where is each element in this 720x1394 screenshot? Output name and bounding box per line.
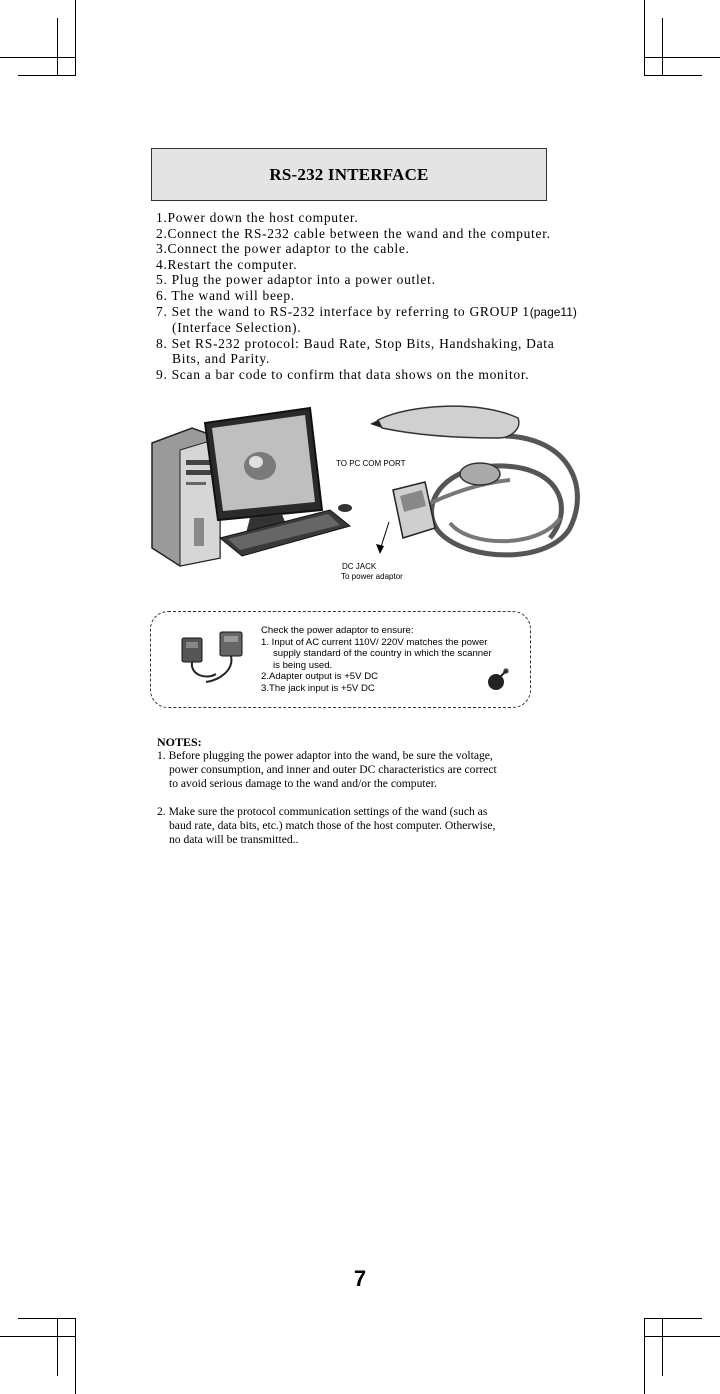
note-2-cont-b: no data will be transmitted.. bbox=[169, 833, 299, 846]
cable-image bbox=[420, 436, 577, 555]
steps-list bbox=[156, 210, 616, 383]
step-4: 4.Restart the computer. bbox=[156, 256, 298, 272]
dc-jack-arrow bbox=[376, 522, 389, 554]
note-1: 1. Before plugging the power adaptor into the wand, be sure the voltage, bbox=[157, 749, 493, 762]
notes-section bbox=[157, 735, 557, 847]
ferrite-image bbox=[460, 463, 500, 485]
step-5: 5. Plug the power adaptor into a power outlet. bbox=[156, 272, 436, 288]
step-1: 1.Power down the host computer. bbox=[156, 210, 359, 225]
note-1-cont-a: power consumption, and inner and outer DC characteristics are correct bbox=[169, 763, 497, 776]
page-reference: (page11) bbox=[529, 304, 577, 319]
notes-heading: NOTES: bbox=[157, 735, 202, 749]
title-box bbox=[151, 148, 547, 201]
check-item-1-cont-a: supply standard of the country in which the scanner bbox=[273, 648, 492, 660]
monitor-image bbox=[205, 408, 322, 533]
check-item-1: 1. Input of AC current 110V/ 220V matches the power bbox=[261, 636, 488, 648]
db9-connector-image bbox=[393, 482, 435, 538]
step-8-continued: Bits, and Parity. bbox=[172, 351, 271, 367]
check-text bbox=[261, 625, 492, 695]
step-7-continued: (Interface Selection). bbox=[172, 320, 302, 336]
label-com-port: TO PC COM PORT bbox=[336, 459, 406, 468]
note-2: 2. Make sure the protocol communication settings of the wand (such as bbox=[157, 805, 488, 818]
note-1-cont-b: to avoid serious damage to the wand and/or the computer. bbox=[169, 777, 437, 790]
step-7 bbox=[156, 304, 616, 321]
step-3: 3.Connect the power adaptor to the cable. bbox=[156, 241, 410, 257]
check-item-2: 2.Adapter output is +5V DC bbox=[261, 671, 379, 683]
wand-image bbox=[370, 406, 519, 438]
note-2-cont-a: baud rate, data bits, etc.) match those of the host computer. Otherwise, bbox=[169, 819, 496, 832]
power-adaptor-image bbox=[176, 630, 250, 686]
step-2: 2.Connect the RS-232 cable between the wand and the computer. bbox=[156, 225, 551, 241]
step-6: 6. The wand will beep. bbox=[156, 287, 295, 303]
check-item-1-cont-b: is being used. bbox=[273, 659, 333, 671]
check-heading: Check the power adaptor to ensure: bbox=[261, 625, 414, 636]
bomb-icon bbox=[486, 667, 512, 691]
step-7-text: 7. Set the wand to RS-232 interface by referring to GROUP 1 bbox=[156, 303, 530, 319]
step-8: 8. Set RS-232 protocol: Baud Rate, Stop Bits, Handshaking, Data bbox=[156, 335, 555, 351]
check-item-3: 3.The jack input is +5V DC bbox=[261, 682, 375, 694]
page-title: RS-232 INTERFACE bbox=[269, 164, 429, 184]
page-number: 7 bbox=[353, 1266, 367, 1291]
label-power-adaptor: To power adaptor bbox=[341, 572, 403, 581]
label-dc-jack: DC JACK bbox=[342, 562, 377, 571]
step-9: 9. Scan a bar code to confirm that data shows on the monitor. bbox=[156, 366, 530, 382]
